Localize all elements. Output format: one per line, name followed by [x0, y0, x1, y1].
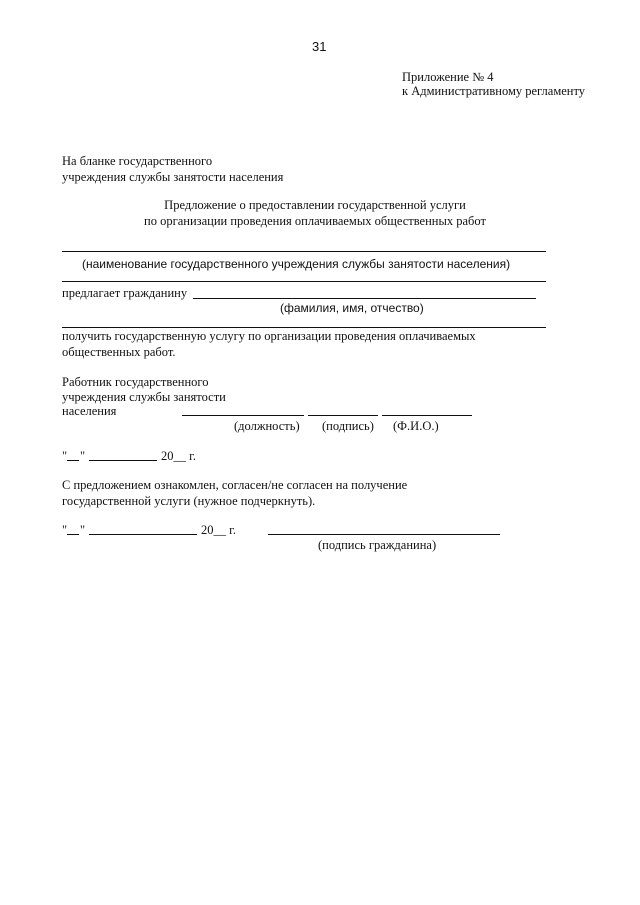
- letterhead-line-1: На бланке государственного: [62, 154, 213, 168]
- org-name-caption: (наименование государственного учреждения службы занятости населения): [82, 257, 511, 271]
- document-title-line-1: Предложение о предоставлении государственной услуги: [164, 198, 466, 212]
- date2-year: 20__ г.: [201, 523, 236, 537]
- citizen-signature-caption: (подпись гражданина): [318, 538, 437, 552]
- appendix-regulation: к Административному регламенту: [402, 84, 586, 98]
- receive-service-line-2: общественных работ.: [62, 345, 176, 359]
- day2-line: [67, 534, 79, 535]
- date-year: 20__ г.: [161, 449, 196, 463]
- worker-label-line-1: Работник государственного: [62, 375, 209, 389]
- consent-line-1: С предложением ознакомлен, согласен/не согласен на получение: [62, 478, 408, 492]
- document-title-line-2: по организации проведения оплачиваемых общественных работ: [144, 214, 486, 228]
- date2-quote-open: ": [62, 523, 68, 537]
- date-quote-open: ": [62, 449, 68, 463]
- day-line: [67, 460, 79, 461]
- consent-line-2: государственной услуги (нужное подчеркнуть).: [62, 494, 316, 508]
- fio-line: [382, 415, 472, 416]
- citizen-name-line: [193, 298, 536, 299]
- month-line: [89, 460, 157, 461]
- org-name-line: [62, 251, 546, 252]
- position-caption: (должность): [234, 419, 300, 433]
- letterhead-line-2: учреждения службы занятости населения: [62, 170, 284, 184]
- fio-caption: (Ф.И.О.): [393, 419, 439, 433]
- appendix-number: Приложение № 4: [402, 70, 494, 84]
- blank-line: [62, 281, 546, 282]
- offers-label: предлагает гражданину: [62, 286, 188, 300]
- worker-label-line-2: учреждения службы занятости: [62, 390, 226, 404]
- date-quote-close: ": [80, 449, 86, 463]
- month2-line: [89, 534, 197, 535]
- blank-line-2: [62, 327, 546, 328]
- page-number: 31: [312, 39, 327, 54]
- receive-service-line-1: получить государственную услугу по организации проведения оплачиваемых: [62, 329, 476, 343]
- worker-label-line-3: населения: [62, 404, 117, 418]
- position-line: [182, 415, 304, 416]
- date2-quote-close: ": [80, 523, 86, 537]
- signature-caption: (подпись): [322, 419, 374, 433]
- citizen-signature-line: [268, 534, 500, 535]
- citizen-fio-caption: (фамилия, имя, отчество): [280, 301, 424, 315]
- signature-line: [308, 415, 378, 416]
